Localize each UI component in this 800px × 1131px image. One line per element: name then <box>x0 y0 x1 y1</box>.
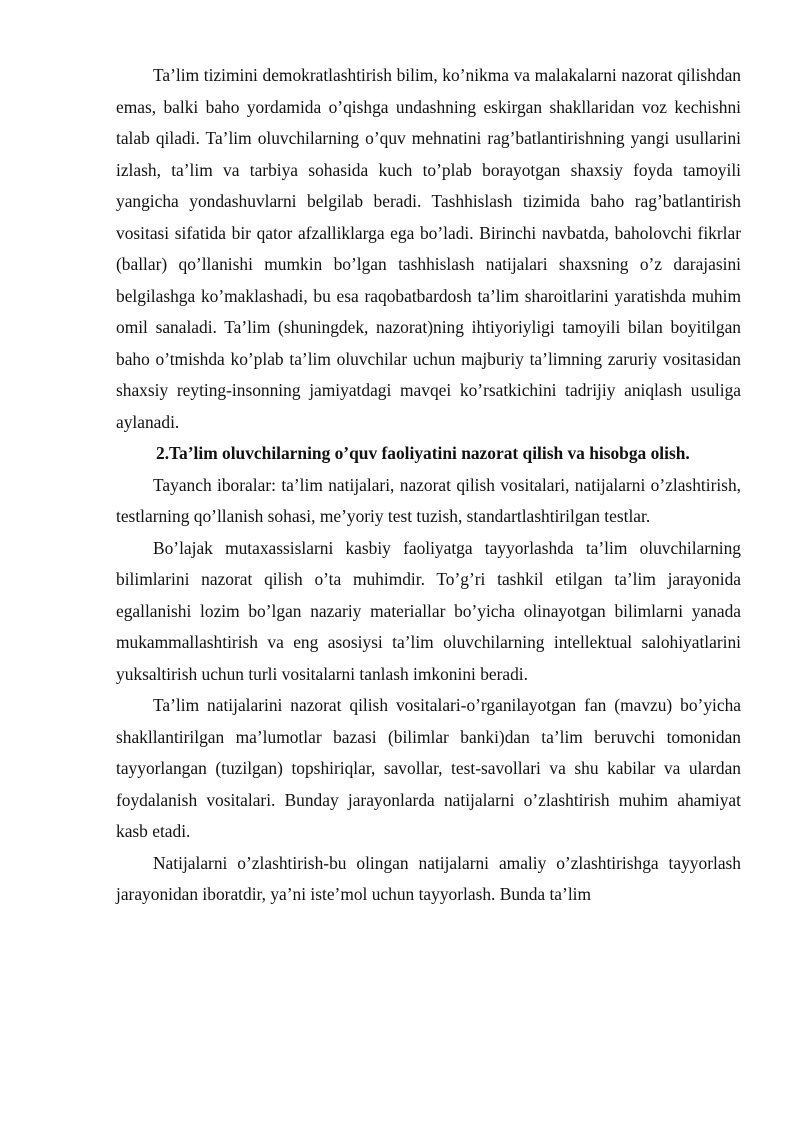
section-heading: 2.Ta’lim oluvchilarning o’quv faoliyatini nazorat qilish va hisobga olish. <box>156 443 690 463</box>
paragraph-keywords: Tayanch iboralar: ta’lim natijalari, nazorat qilish vositalari, natijalarni o’zlashtirish, testlarning qo’llanish sohasi, me’yoriy test tuzish, standartlashtirilgan testlar. <box>116 474 741 526</box>
document-page <box>116 60 741 911</box>
paragraph-mastering: Natijalarni o’zlashtirish-bu olingan natijalarni amaliy o’zlashtirishga tayyorlash jarayonidan iboratdir, ya’ni iste’mol uchun tayyorlash. Bunda ta’lim <box>116 852 741 904</box>
paragraph-specialists: Bo’lajak mutaxassislarni kasbiy faoliyatga tayyorlashda ta’lim oluvchilarning bilimlarini nazorat qilish o’ta muhimdir. To’g’ri tashkil etilgan ta’lim jarayonida egallanishi lozim bo’lgan nazariy materiallar bo’yicha olinayotgan bilimlarni yanada mukammallashtirish va eng asosiysi ta’lim oluvchilarning intellektual salohiyatlarini yuksaltirish uchun turli vositalarni tanlash imkonini beradi. <box>116 537 741 684</box>
paragraph-control-means: Ta’lim natijalarini nazorat qilish vositalari-o’rganilayotgan fan (mavzu) bo’yicha shakllantirilgan ma’lumotlar bazasi (bilimlar banki)dan ta’lim beruvchi tomonidan tayyorlangan (tuzilgan) topshiriqlar, savollar, test-savollari va shu kabilar va ulardan foydalanish vositalari. Bunday jarayonlarda natijalarni o’zlashtirish muhim ahamiyat kasb etadi. <box>116 695 741 841</box>
paragraph-intro: Ta’lim tizimini demokratlashtirish bilim, ko’nikma va malakalarni nazorat qilishdan emas, balki baho yordamida o’qishga undashning eskirgan shakllaridan voz kechishni talab qiladi. Ta’lim oluvchilarning o’quv mehnatini rag’batlantirishning yangi usullarini izlash, ta’lim va tarbiya sohasida kuch to’plab borayotgan shaxsiy foyda tamoyili yangicha yondashuvlarni belgilab beradi. Tashhislash tizimida baho rag’batlantirish vositasi sifatida bir qator afzalliklarga ega bo’ladi. Birinchi navbatda, baholovchi fikrlar (ballar) qo’llanishi mumkin bo’lgan tashhislash natijalari shaxsning o’z darajasini belgilashga ko’maklashadi, bu esa raqobatbardosh ta’lim sharoitlarini yaratishda muhim omil sanaladi. Ta’lim (shuningdek, nazorat)ning ihtiyoriyligi tamoyili bilan boyitilgan baho o’tmishda ko’plab ta’lim oluvchilar uchun majburiy ta’limning zaruriy vositasidan shaxsiy reyting-insonning jamiyatdagi mavqei ko’rsatkichini tadrijiy aniqlash usuliga aylanadi. <box>116 65 741 432</box>
